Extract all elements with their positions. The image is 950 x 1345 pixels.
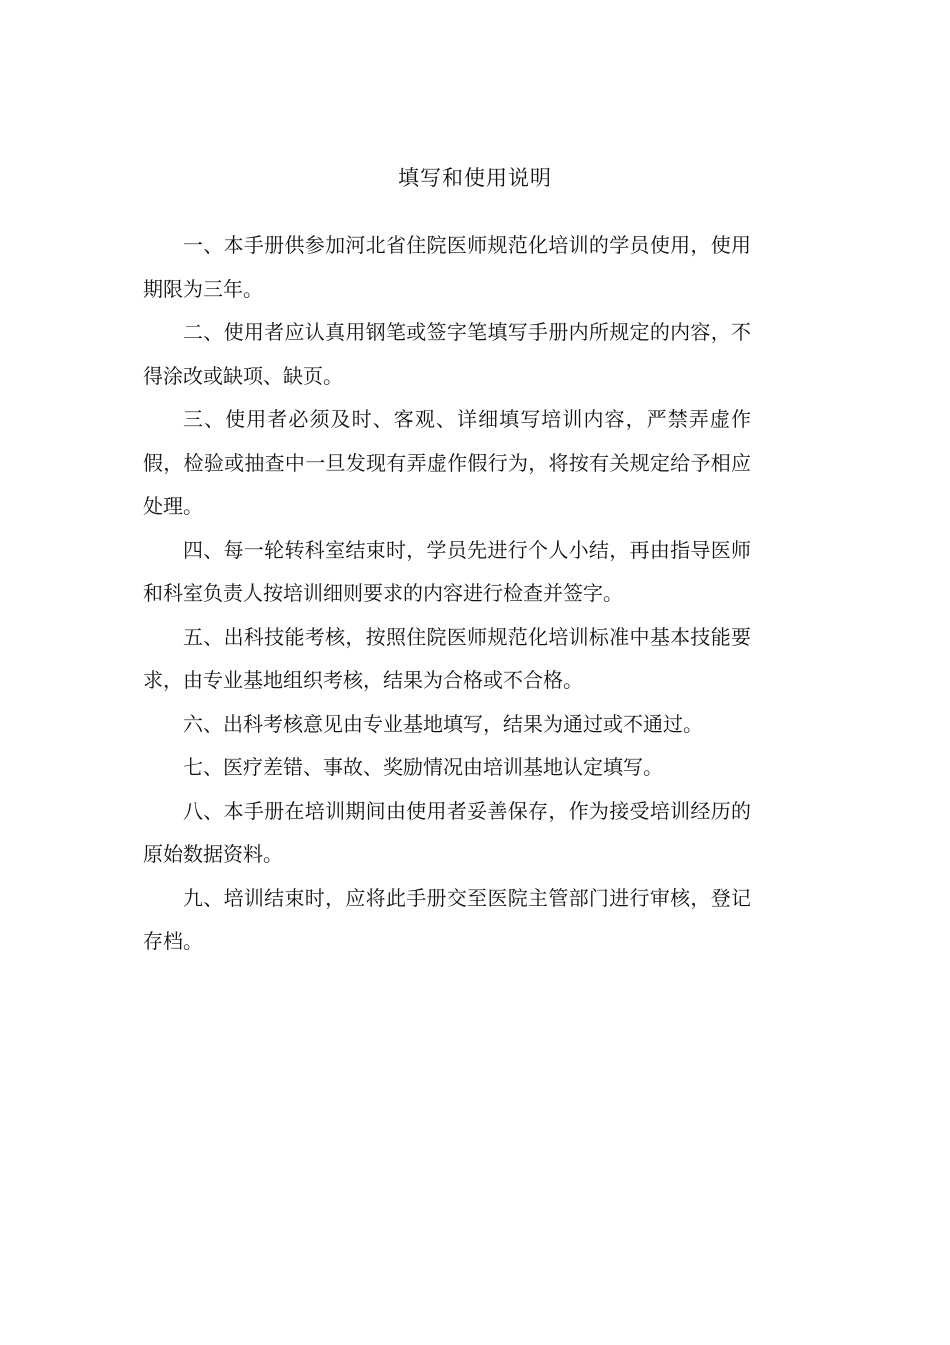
instruction-paragraph-2: 二、使用者应认真用钢笔或签字笔填写手册内所规定的内容，不得涂改或缺项、缺页。 bbox=[143, 320, 751, 388]
instruction-paragraph-4: 四、每一轮转科室结束时，学员先进行个人小结，再由指导医师和科室负责人按培训细则要求的内容进行检查并签字。 bbox=[143, 537, 751, 605]
instruction-paragraph-5: 五、出科技能考核，按照住院医师规范化培训标准中基本技能要求，由专业基地组织考核，结果为合格或不合格。 bbox=[143, 624, 751, 692]
instruction-paragraph-6: 六、出科考核意见由专业基地填写，结果为通过或不通过。 bbox=[183, 711, 703, 736]
instruction-paragraph-9: 九、培训结束时，应将此手册交至医院主管部门进行审核，登记存档。 bbox=[143, 885, 751, 953]
instructions-body bbox=[143, 224, 751, 964]
instruction-paragraph-3: 三、使用者必须及时、客观、详细填写培训内容，严禁弄虚作假，检验或抽查中一旦发现有弄虚作假行为，将按有关规定给予相应处理。 bbox=[143, 407, 751, 518]
instruction-paragraph-8: 八、本手册在培训期间由使用者妥善保存，作为接受培训经历的原始数据资料。 bbox=[143, 798, 751, 866]
instruction-paragraph-7: 七、医疗差错、事故、奖励情况由培训基地认定填写。 bbox=[183, 755, 663, 779]
instruction-paragraph-1: 一、本手册供参加河北省住院医师规范化培训的学员使用，使用期限为三年。 bbox=[143, 233, 751, 301]
page-title: 填写和使用说明 bbox=[398, 166, 552, 190]
